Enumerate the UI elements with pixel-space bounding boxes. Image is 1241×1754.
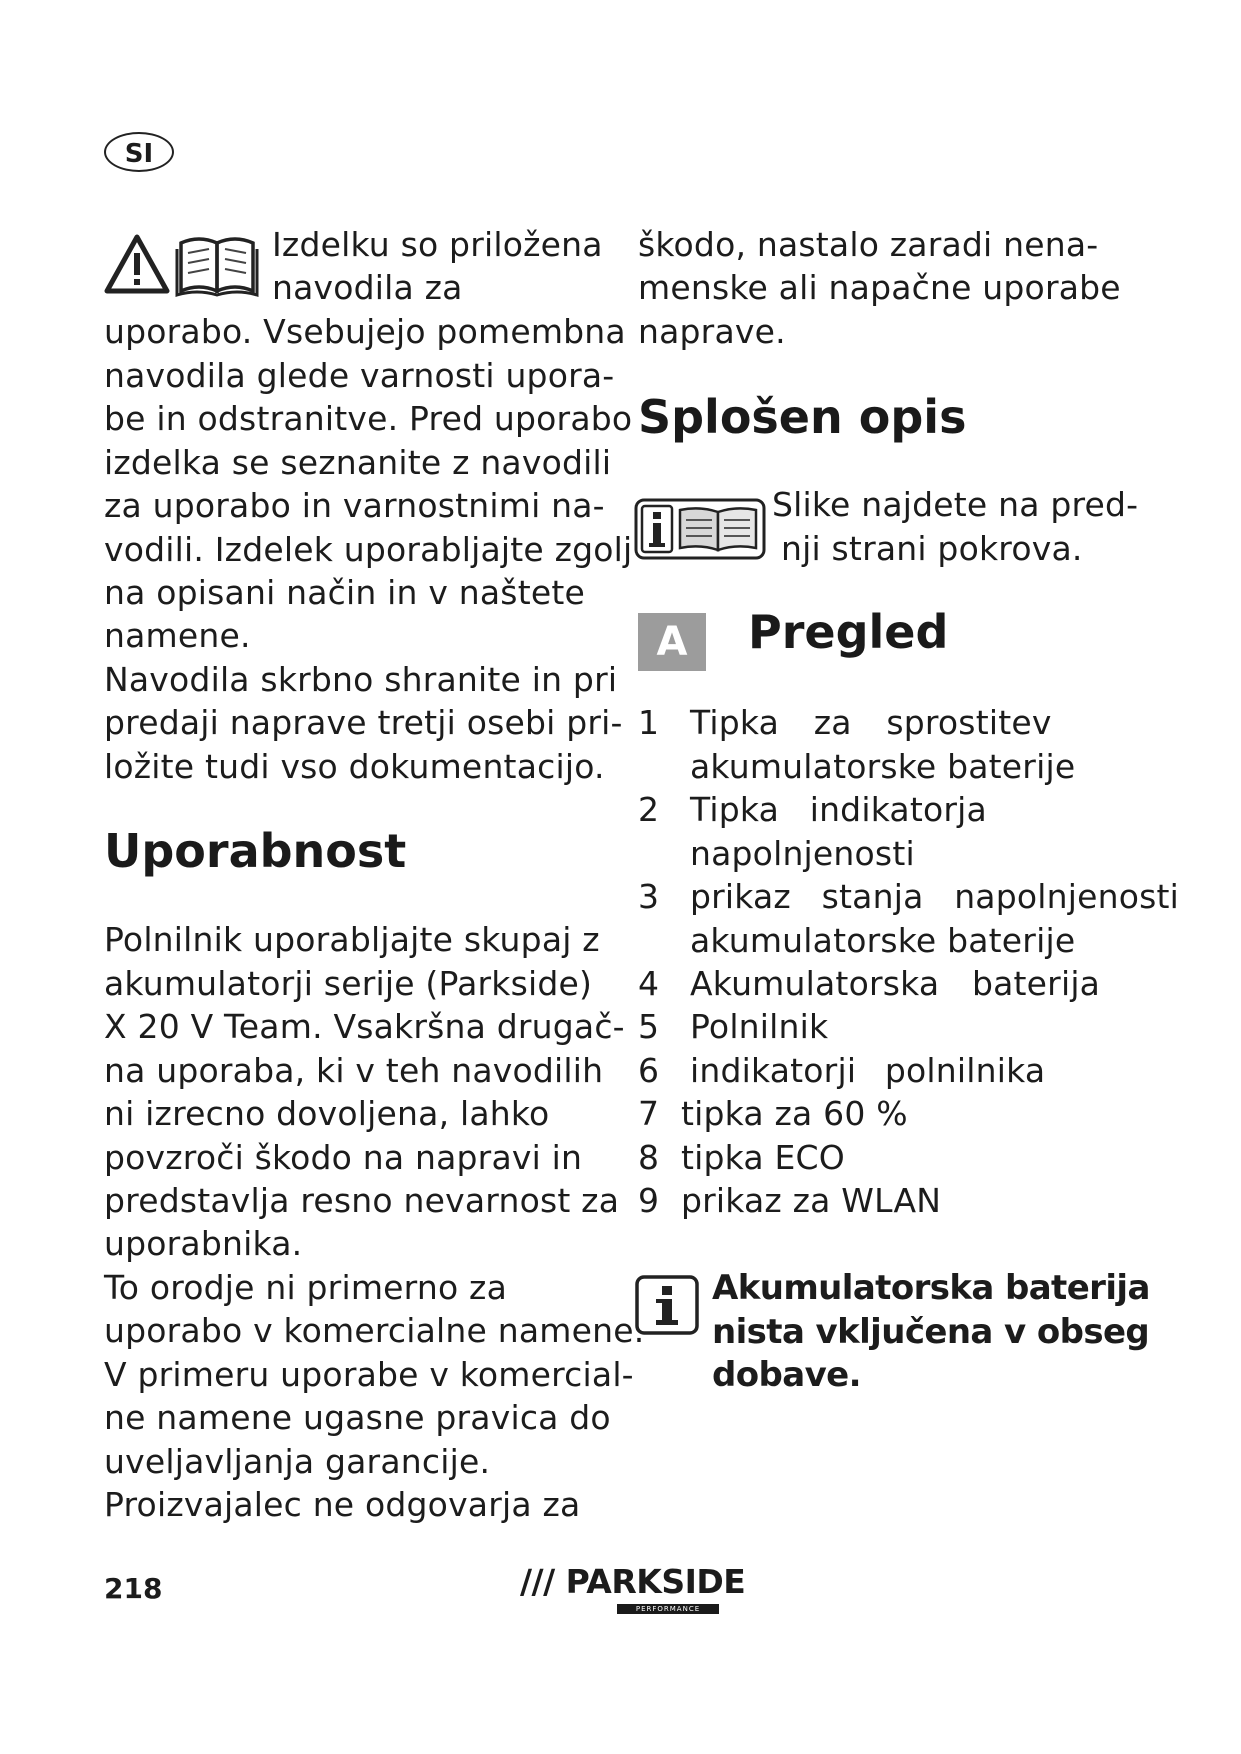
list-item-continued: napolnjenosti	[690, 834, 915, 873]
usage-line: To orodje ni primerno za	[104, 1268, 507, 1307]
list-item-text: Tipka za sprostitev	[690, 703, 1052, 742]
usage-heading: Uporabnost	[104, 824, 407, 878]
info-manual-icon	[634, 496, 766, 566]
usage-line: uporabnika.	[104, 1224, 303, 1263]
intro-line: na opisani način in v naštete	[104, 573, 585, 612]
usage-line: uveljavljanja garancije.	[104, 1442, 491, 1481]
usage-line: povzroči škodo na napravi in	[104, 1138, 583, 1177]
section-label: A	[638, 613, 706, 671]
note-line: Akumulatorska baterija	[712, 1268, 1150, 1308]
usage-line: predstavlja resno nevarnost za	[104, 1181, 620, 1220]
list-item	[638, 1092, 908, 1136]
usage-line: Proizvajalec ne odgovarja za	[104, 1485, 581, 1524]
list-item-text: indikatorji polnilnika	[690, 1051, 1046, 1090]
continued-line: škodo, nastalo zaradi nena-	[638, 225, 1099, 264]
list-item-text: prikaz za WLAN	[681, 1181, 942, 1220]
list-item	[638, 962, 1100, 1006]
list-item-number: 8	[638, 1138, 660, 1177]
list-item	[638, 1005, 828, 1049]
intro-line: ložite tudi vso dokumentacijo.	[104, 747, 605, 786]
list-item	[638, 1049, 1045, 1093]
note-line: nista vključena v obseg	[712, 1312, 1150, 1352]
list-item-text: Tipka indikatorja	[690, 790, 987, 829]
list-item-number: 9	[638, 1181, 660, 1220]
list-item-number: 6	[638, 1051, 660, 1090]
language-badge: SI	[104, 132, 174, 172]
brand-logo: /// PARKSIDE	[520, 1562, 746, 1601]
intro-line: izdelka se seznanite z navodili	[104, 443, 612, 482]
brand-subtitle: PERFORMANCE	[617, 1604, 719, 1614]
intro-line: Izdelku so priložena	[272, 225, 603, 264]
list-item	[638, 1136, 845, 1180]
info-icon	[634, 1274, 700, 1340]
list-item-text: tipka ECO	[681, 1138, 845, 1177]
images-note-line: nji strani pokrova.	[781, 529, 1083, 568]
intro-line: navodila glede varnosti upora-	[104, 356, 615, 395]
intro-line: vodili. Izdelek uporabljajte zgolj	[104, 530, 633, 569]
list-item-number: 3	[638, 877, 660, 916]
intro-line: be in odstranitve. Pred uporabo	[104, 399, 633, 438]
list-item-text: prikaz stanja napolnjenosti	[690, 877, 1180, 916]
list-item-text: Polnilnik	[690, 1007, 829, 1046]
list-item-number: 1	[638, 703, 660, 742]
intro-line: uporabo. Vsebujejo pomembna	[104, 312, 626, 351]
usage-line: na uporaba, ki v teh navodilih	[104, 1051, 604, 1090]
continued-line: naprave.	[638, 312, 786, 351]
intro-line: namene.	[104, 616, 251, 655]
usage-line: V primeru uporabe v komercial-	[104, 1355, 634, 1394]
note-line: dobave.	[712, 1355, 861, 1395]
list-item	[638, 875, 1179, 919]
page-number: 218	[104, 1572, 163, 1605]
usage-line: X 20 V Team. Vsakršna drugač-	[104, 1007, 625, 1046]
warning-triangle-icon	[104, 233, 170, 299]
general-heading: Splošen opis	[638, 390, 967, 444]
list-item-number: 4	[638, 964, 660, 1003]
list-item	[638, 701, 1052, 745]
intro-line: za uporabo in varnostnimi na-	[104, 486, 605, 525]
list-item-continued: akumulatorske baterije	[690, 747, 1076, 786]
overview-heading: Pregled	[748, 605, 949, 659]
images-note-line: Slike najdete na pred-	[772, 485, 1139, 524]
intro-line: navodila za	[272, 268, 463, 307]
open-book-icon	[175, 233, 259, 303]
list-item	[638, 1179, 941, 1223]
intro-line: predaji naprave tretji osebi pri-	[104, 703, 623, 742]
usage-line: ni izrecno dovoljena, lahko	[104, 1094, 550, 1133]
usage-line: ne namene ugasne pravica do	[104, 1398, 611, 1437]
intro-line: Navodila skrbno shranite in pri	[104, 660, 618, 699]
usage-line: akumulatorji serije (Parkside)	[104, 964, 593, 1003]
list-item-text: Akumulatorska baterija	[690, 964, 1101, 1003]
list-item-number: 5	[638, 1007, 660, 1046]
list-item-number: 2	[638, 790, 660, 829]
usage-line: uporabo v komercialne namene.	[104, 1311, 645, 1350]
usage-line: Polnilnik uporabljajte skupaj z	[104, 920, 600, 959]
list-item	[638, 788, 987, 832]
list-item-continued: akumulatorske baterije	[690, 921, 1076, 960]
list-item-text: tipka za 60 %	[681, 1094, 908, 1133]
list-item-number: 7	[638, 1094, 660, 1133]
continued-line: menske ali napačne uporabe	[638, 268, 1121, 307]
